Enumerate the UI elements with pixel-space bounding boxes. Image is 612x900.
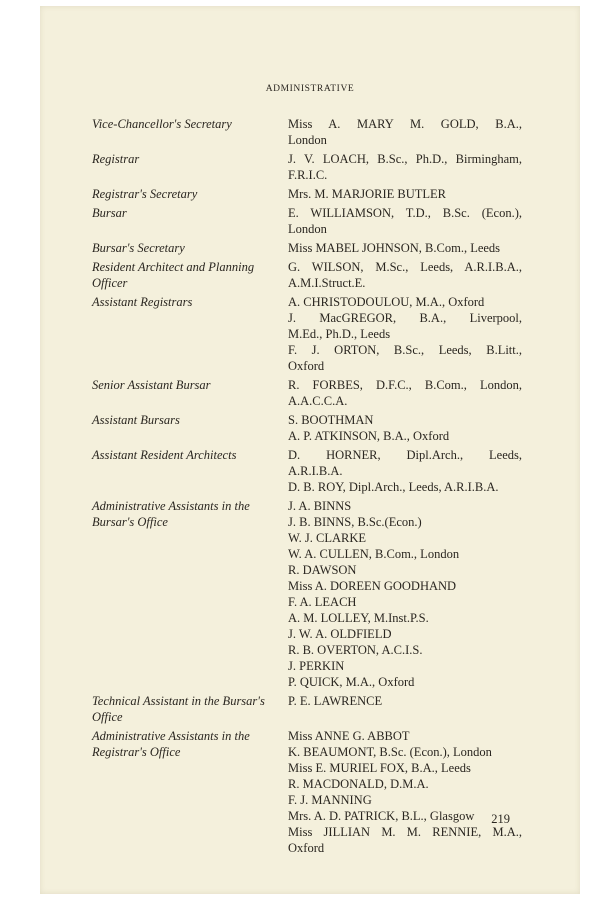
post-holders bbox=[288, 186, 522, 202]
post-title: Registrar's Secretary bbox=[92, 187, 198, 201]
staff-row bbox=[92, 412, 522, 444]
staff-row bbox=[92, 240, 522, 256]
post-title: Administrative Assistants in the Bursar's Office bbox=[92, 499, 250, 529]
holder-entry bbox=[288, 294, 522, 310]
post-title: Assistant Resident Architects bbox=[92, 448, 237, 462]
staff-row bbox=[92, 498, 522, 690]
holder-entry bbox=[288, 693, 522, 709]
holder-name: Miss A. MARY M. GOLD, B.A., bbox=[288, 117, 522, 131]
holder-entry bbox=[288, 744, 522, 760]
post-title: Assistant Registrars bbox=[92, 295, 193, 309]
holder-entry bbox=[288, 342, 522, 374]
post-holders bbox=[288, 447, 522, 495]
holder-name: Miss ANNE G. ABBOT bbox=[288, 729, 410, 743]
holder-name: D. B. ROY, Dipl.Arch., Leeds, A.R.I.B.A. bbox=[288, 480, 499, 494]
page-number: 219 bbox=[491, 812, 510, 826]
holder-name: W. J. CLARKE bbox=[288, 531, 367, 545]
holder-entry bbox=[288, 760, 522, 776]
staff-row bbox=[92, 294, 522, 374]
holder-entry bbox=[288, 310, 522, 342]
holder-name: Miss JILLIAN M. M. RENNIE, M.A., bbox=[288, 825, 522, 839]
staff-row bbox=[92, 116, 522, 148]
staff-row bbox=[92, 205, 522, 237]
holder-name: R. B. OVERTON, A.C.I.S. bbox=[288, 643, 423, 657]
holder-name: Mrs. M. MARJORIE BUTLER bbox=[288, 187, 446, 201]
holder-entry bbox=[288, 824, 522, 856]
staff-row bbox=[92, 259, 522, 291]
post-title: Assistant Bursars bbox=[92, 413, 180, 427]
holder-entry bbox=[288, 808, 522, 824]
post-holders bbox=[288, 116, 522, 148]
staff-row bbox=[92, 186, 522, 202]
holder-entry bbox=[288, 530, 522, 546]
post-title: Vice-Chancellor's Secretary bbox=[92, 117, 232, 131]
holder-entry bbox=[288, 377, 522, 409]
post-title: Registrar bbox=[92, 152, 140, 166]
holder-name: F. A. LEACH bbox=[288, 595, 357, 609]
holder-name: J. MacGREGOR, B.A., Liverpool, bbox=[288, 311, 522, 325]
section-header: ADMINISTRATIVE bbox=[265, 84, 355, 94]
post-title: Resident Architect and Planning Officer bbox=[92, 260, 255, 290]
post-holders bbox=[288, 240, 522, 256]
holder-entry bbox=[288, 116, 522, 148]
post-title: Technical Assistant in the Bursar's Office bbox=[92, 694, 265, 724]
holder-name-continued: A.A.C.C.A. bbox=[288, 394, 348, 408]
holder-name: J. B. BINNS, B.Sc.(Econ.) bbox=[288, 515, 422, 529]
holder-entry bbox=[288, 728, 522, 744]
holder-name: S. BOOTHMAN bbox=[288, 413, 374, 427]
holder-name: J. W. A. OLDFIELD bbox=[288, 627, 392, 641]
holder-name: A. CHRISTODOULOU, M.A., Oxford bbox=[288, 295, 485, 309]
holder-name: Miss A. DOREEN GOODHAND bbox=[288, 579, 457, 593]
holder-entry bbox=[288, 412, 522, 428]
holder-name-continued: M.Ed., Ph.D., Leeds bbox=[288, 327, 391, 341]
holder-name: G. WILSON, M.Sc., Leeds, A.R.I.B.A., bbox=[288, 260, 522, 274]
holder-entry bbox=[288, 658, 522, 674]
post-holders bbox=[288, 412, 522, 444]
holder-name: R. FORBES, D.F.C., B.Com., London, bbox=[288, 378, 522, 392]
holder-name: Mrs. A. D. PATRICK, B.L., Glasgow bbox=[288, 809, 475, 823]
holder-entry bbox=[288, 626, 522, 642]
holder-entry bbox=[288, 610, 522, 626]
holder-entry bbox=[288, 776, 522, 792]
holder-entry bbox=[288, 498, 522, 514]
holder-name-continued: Oxford bbox=[288, 841, 325, 855]
page bbox=[40, 6, 580, 894]
post-holders bbox=[288, 259, 522, 291]
holder-name: P. QUICK, M.A., Oxford bbox=[288, 675, 415, 689]
holder-name: J. PERKIN bbox=[288, 659, 345, 673]
holder-name: Miss E. MURIEL FOX, B.A., Leeds bbox=[288, 761, 471, 775]
post-holders bbox=[288, 151, 522, 183]
holder-entry bbox=[288, 428, 522, 444]
holder-name: P. E. LAWRENCE bbox=[288, 694, 383, 708]
post-title: Senior Assistant Bursar bbox=[92, 378, 211, 392]
holder-name: R. MACDONALD, D.M.A. bbox=[288, 777, 429, 791]
holder-name: R. DAWSON bbox=[288, 563, 357, 577]
post-title: Bursar's Secretary bbox=[92, 241, 185, 255]
post-holders bbox=[288, 728, 522, 856]
post-holders bbox=[288, 377, 522, 409]
holder-name-continued: A.R.I.B.A. bbox=[288, 464, 343, 478]
holder-name: Miss MABEL JOHNSON, B.Com., Leeds bbox=[288, 241, 501, 255]
holder-entry bbox=[288, 479, 522, 495]
holder-entry bbox=[288, 186, 522, 202]
holder-name: W. A. CULLEN, B.Com., London bbox=[288, 547, 460, 561]
holder-entry bbox=[288, 447, 522, 479]
holder-name: A. P. ATKINSON, B.A., Oxford bbox=[288, 429, 450, 443]
holder-name: A. M. LOLLEY, M.Inst.P.S. bbox=[288, 611, 429, 625]
staff-row bbox=[92, 447, 522, 495]
holder-entry bbox=[288, 205, 522, 237]
holder-entry bbox=[288, 674, 522, 690]
staff-row bbox=[92, 728, 522, 856]
holder-entry bbox=[288, 514, 522, 530]
holder-entry bbox=[288, 546, 522, 562]
post-holders bbox=[288, 205, 522, 237]
holder-entry bbox=[288, 594, 522, 610]
post-title: Administrative Assistants in the Registrar's Office bbox=[92, 729, 250, 759]
post-holders bbox=[288, 693, 522, 725]
staff-row bbox=[92, 377, 522, 409]
staff-list bbox=[92, 116, 522, 859]
holder-name: D. HORNER, Dipl.Arch., Leeds, bbox=[288, 448, 522, 462]
staff-row bbox=[92, 151, 522, 183]
staff-row bbox=[92, 693, 522, 725]
holder-entry bbox=[288, 259, 522, 291]
post-holders bbox=[288, 498, 522, 690]
holder-entry bbox=[288, 792, 522, 808]
holder-entry bbox=[288, 562, 522, 578]
holder-name-continued: F.R.I.C. bbox=[288, 168, 328, 182]
holder-name-continued: A.M.I.Struct.E. bbox=[288, 276, 366, 290]
holder-entry bbox=[288, 240, 522, 256]
holder-name-continued: London bbox=[288, 222, 327, 236]
holder-name: J. A. BINNS bbox=[288, 499, 352, 513]
holder-entry bbox=[288, 642, 522, 658]
holder-entry bbox=[288, 578, 522, 594]
post-holders bbox=[288, 294, 522, 374]
holder-name-continued: London bbox=[288, 133, 327, 147]
holder-name: F. J. MANNING bbox=[288, 793, 372, 807]
holder-name: K. BEAUMONT, B.Sc. (Econ.), London bbox=[288, 745, 492, 759]
holder-name: E. WILLIAMSON, T.D., B.Sc. (Econ.), bbox=[288, 206, 522, 220]
holder-name: F. J. ORTON, B.Sc., Leeds, B.Litt., bbox=[288, 343, 522, 357]
post-title: Bursar bbox=[92, 206, 127, 220]
holder-name-continued: Oxford bbox=[288, 359, 325, 373]
holder-entry bbox=[288, 151, 522, 183]
holder-name: J. V. LOACH, B.Sc., Ph.D., Birmingham, bbox=[288, 152, 522, 166]
